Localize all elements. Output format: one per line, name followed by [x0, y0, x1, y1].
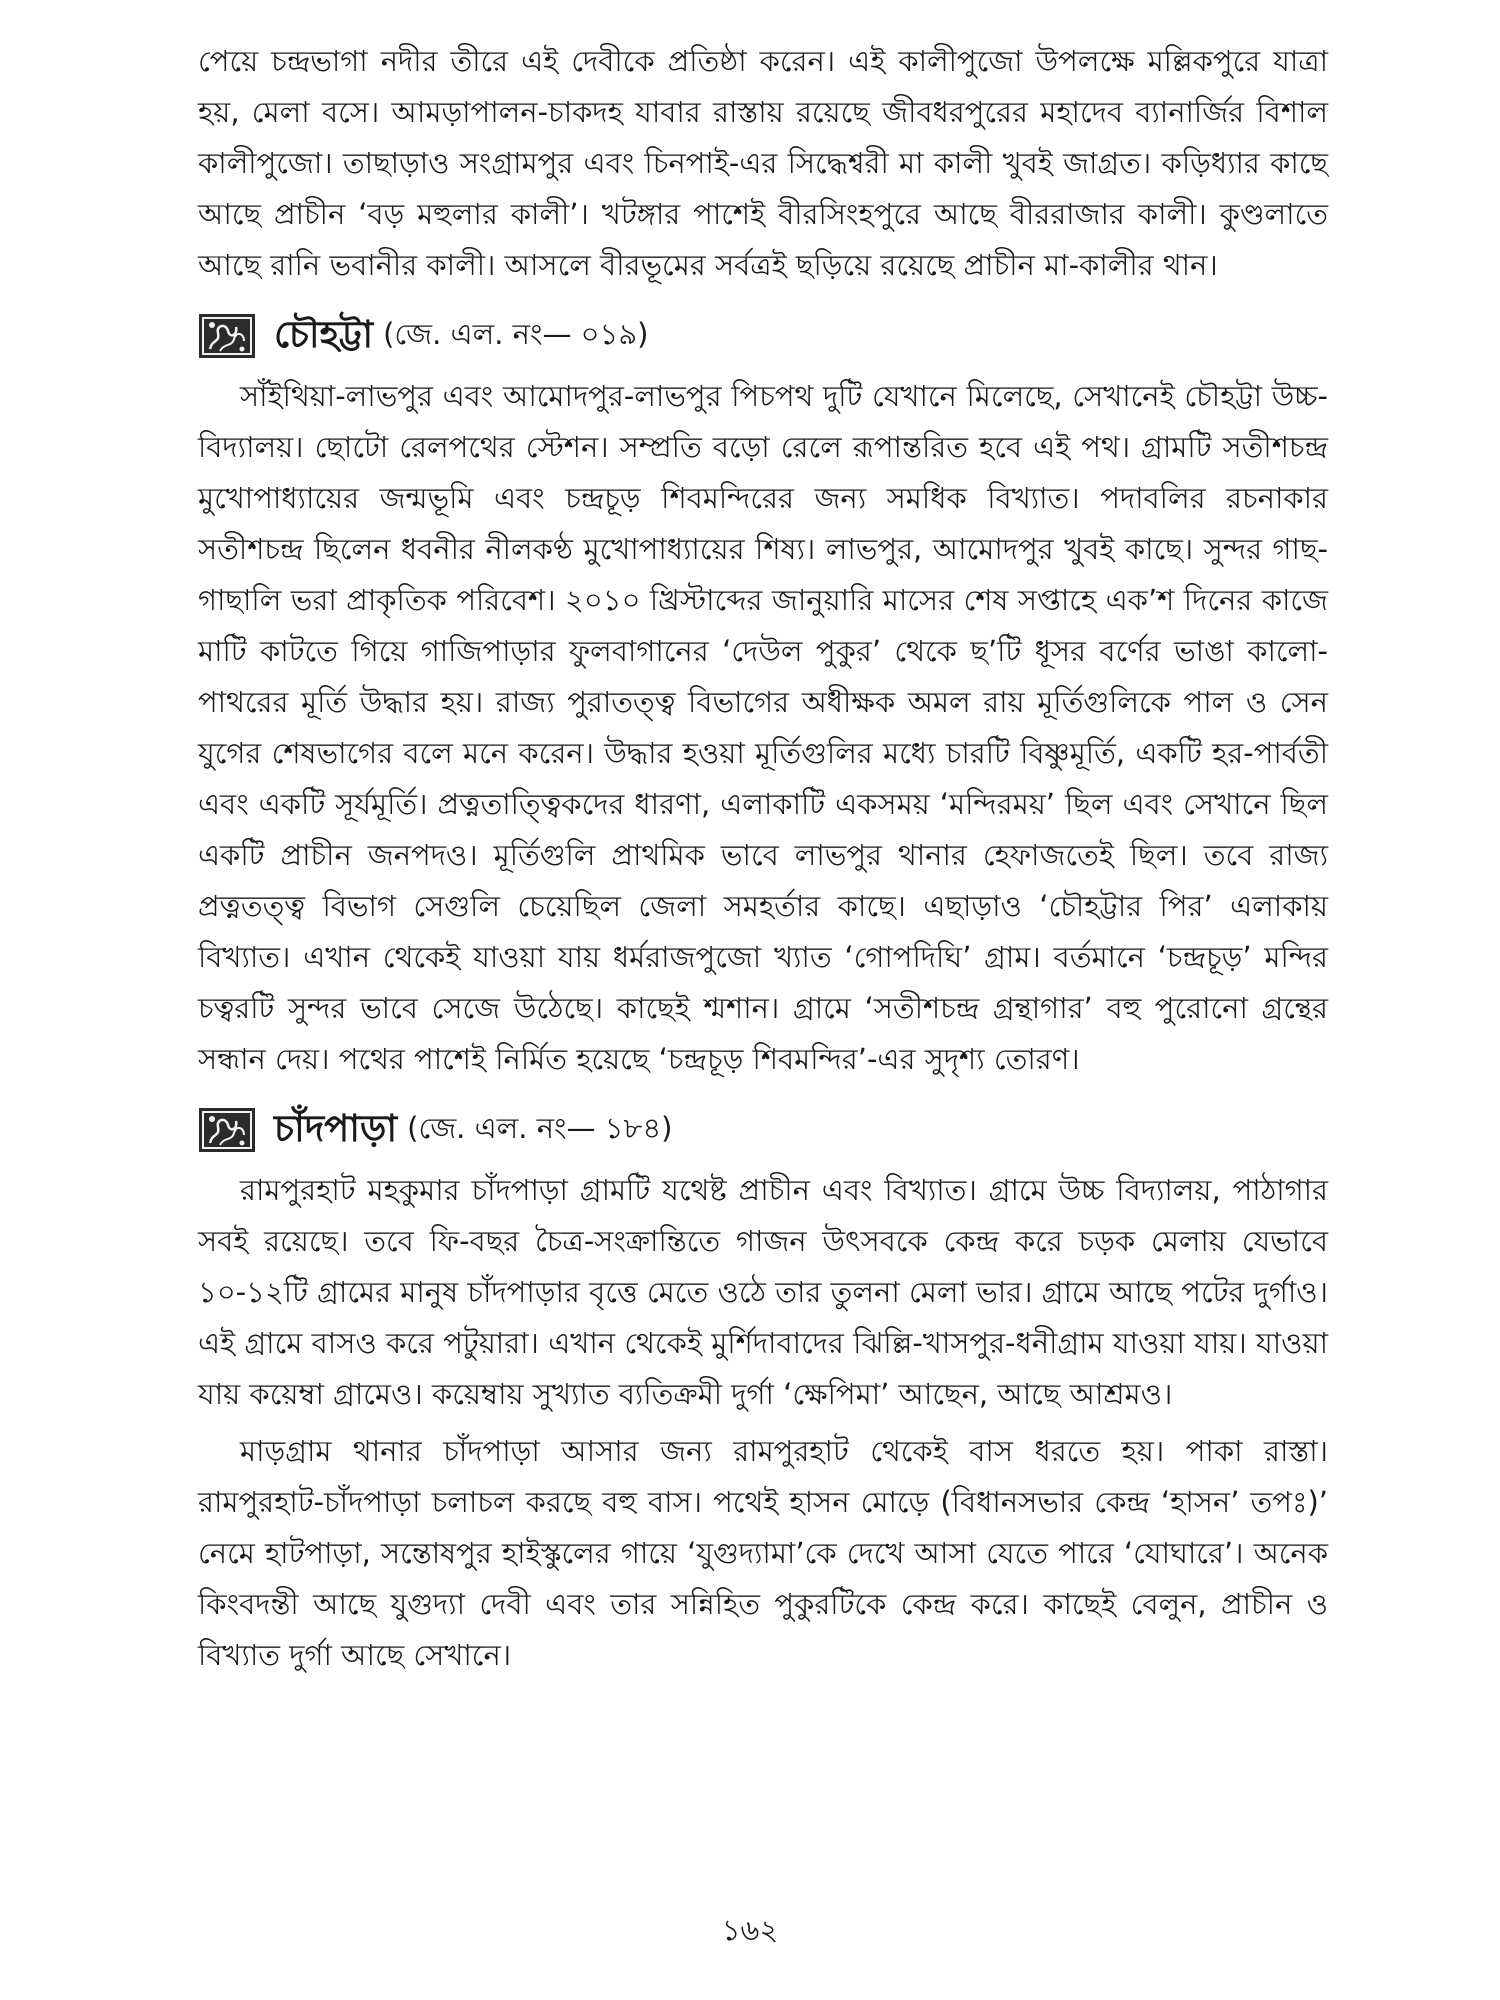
intro-paragraph: পেয়ে চন্দ্রভাগা নদীর তীরে এই দেবীকে প্রতিষ্ঠা করেন। এই কালীপুজো উপলক্ষে মল্লিকপুরে যাত্রা হয়, মেলা বসে। আমড়াপালন-চাকদহ যাবার রাস্তায় রয়েছে জীবধরপুরের মহাদেব ব্যানার্জির বিশাল কালীপুজো। তাছাড়াও সংগ্রামপুর এবং চিনপাই-এর সিদ্ধেশ্বরী মা কালী খুবই জাগ্রত। কড়িধ্যার কাছে আছে প্রাচীন ‘বড় মহুলার কালী’। খটঙ্গার পাশেই বীরসিংহপুরে আছে বীররাজার কালী। কুণ্ডলাতে আছে রানি ভবানীর কালী। আসলে বীরভূমের সর্বত্রই ছড়িয়ে রয়েছে প্রাচীন মা-কালীর থান। — [198, 44, 1328, 282]
section-title: চৌহট্টা — [274, 312, 374, 356]
section-jl-number: (জে. এল. নং— ০১৯) — [383, 316, 649, 351]
section-heading-chandpara — [198, 1097, 1328, 1163]
section-paragraph: রামপুরহাট মহকুমার চাঁদপাড়া গ্রামটি যথেষ্ট প্রাচীন এবং বিখ্যাত। গ্রামে উচ্চ বিদ্যালয়, পাঠাগার সবই রয়েছে। তবে ফি-বছর চৈত্র-সংক্রান্তিতে গাজন উৎসবকে কেন্দ্র করে চড়ক মেলায় যেভাবে ১০-১২টি গ্রামের মানুষ চাঁদপাড়ার বৃত্তে মেতে ওঠে তার তুলনা মেলা ভার। গ্রামে আছে পটের দুর্গাও। এই গ্রামে বাসও করে পটুয়ারা। এখান থেকেই মুর্শিদাবাদের ঝিল্লি-খাসপুর-ধনীগ্রাম যাওয়া যায়। যাওয়া যায় কয়েম্বা গ্রামেও। কয়েম্বায় সুখ্যাত ব্যতিক্রমী দুর্গা ‘ক্ষেপিমা’ আছেন, আছে আশ্রমও। — [198, 1173, 1328, 1411]
page-number: ১৬২ — [721, 1913, 779, 1947]
section-jl-number: (জে. এল. নং— ১৮৪) — [407, 1110, 673, 1145]
section-heading-chauhatta — [198, 303, 1328, 369]
section-paragraph: সাঁইথিয়া-লাভপুর এবং আমোদপুর-লাভপুর পিচপথ দুটি যেখানে মিলেছে, সেখানেই চৌহট্টা উচ্চ-বিদ্যালয়। ছোটো রেলপথের স্টেশন। সম্প্রতি বড়ো রেলে রূপান্তরিত হবে এই পথ। গ্রামটি সতীশচন্দ্র মুখোপাধ্যায়ের জন্মভূমি এবং চন্দ্রচূড় শিবমন্দিরের জন্য সমধিক বিখ্যাত। পদাবলির রচনাকার সতীশচন্দ্র ছিলেন ধবনীর নীলকণ্ঠ মুখোপাধ্যায়ের শিষ্য। লাভপুর, আমোদপুর খুবই কাছে। সুন্দর গাছ-গাছালি ভরা প্রাকৃতিক পরিবেশ। ২০১০ খ্রিস্টাব্দের জানুয়ারি মাসের শেষ সপ্তাহে এক’শ দিনের কাজে মাটি কাটতে গিয়ে গাজিপাড়ার ফুলবাগানের ‘দেউল পুকুর’ থেকে ছ’টি ধূসর বর্ণের ভাঙা কালো-পাথরের মূর্তি উদ্ধার হয়। রাজ্য পুরাতত্ত্ব বিভাগের অধীক্ষক অমল রায় মূর্তিগুলিকে পাল ও সেন যুগের শেষভাগের বলে মনে করেন। উদ্ধার হওয়া মূর্তিগুলির মধ্যে চারটি বিষ্ণুমূর্তি, একটি হর-পার্বতী এবং একটি সূর্যমূর্তি। প্রত্নতাত্ত্বিকদের ধারণা, এলাকাটি একসময় ‘মন্দিরময়’ ছিল এবং সেখানে ছিল একটি প্রাচীন জনপদও। মূর্তিগুলি প্রাথমিক ভাবে লাভপুর থানার হেফাজতেই ছিল। তবে রাজ্য প্রত্নতত্ত্ব বিভাগ সেগুলি চেয়েছিল জেলা সমহর্তার কাছে। এছাড়াও ‘চৌহট্টার পির’ এলাকায় বিখ্যাত। এখান থেকেই যাওয়া যায় ধর্মরাজপুজো খ্যাত ‘গোপদিঘি’ গ্রাম। বর্তমানে ‘চন্দ্রচূড়’ মন্দির চত্বরটি সুন্দর ভাবে সেজে উঠেছে। কাছেই শ্মশান। গ্রামে ‘সতীশচন্দ্র গ্রন্থাগার’ বহু পুরোনো গ্রন্থের সন্ধান দেয়। পথের পাশেই নির্মিত হয়েছে ‘চন্দ্রচূড় শিবমন্দির’-এর সুদৃশ্য তোরণ। — [198, 379, 1328, 1076]
book-page — [198, 36, 1328, 1976]
section-paragraph: মাড়গ্রাম থানার চাঁদপাড়া আসার জন্য রামপুরহাট থেকেই বাস ধরতে হয়। পাকা রাস্তা। রামপুরহাট-চাঁদপাড়া চলাচল করছে বহু বাস। পথেই হাসন মোড়ে (বিধানসভার কেন্দ্র ‘হাসন’ তপঃ)’ নেমে হাটপাড়া, সন্তোষপুর হাইস্কুলের গায়ে ‘যুগুদ্যামা’কে দেখে আসা যেতে পারে ‘যোঘারে’। অনেক কিংবদন্তী আছে যুগুদ্যা দেবী এবং তার সন্নিহিত পুকুরটিকে কেন্দ্র করে। কাছেই বেলুন, প্রাচীন ও বিখ্যাত দুর্গা আছে সেখানে। — [198, 1434, 1328, 1672]
section-emblem-icon — [198, 313, 256, 359]
section-emblem-icon — [198, 1107, 256, 1153]
section-title: চাঁদপাড়া — [274, 1106, 398, 1150]
